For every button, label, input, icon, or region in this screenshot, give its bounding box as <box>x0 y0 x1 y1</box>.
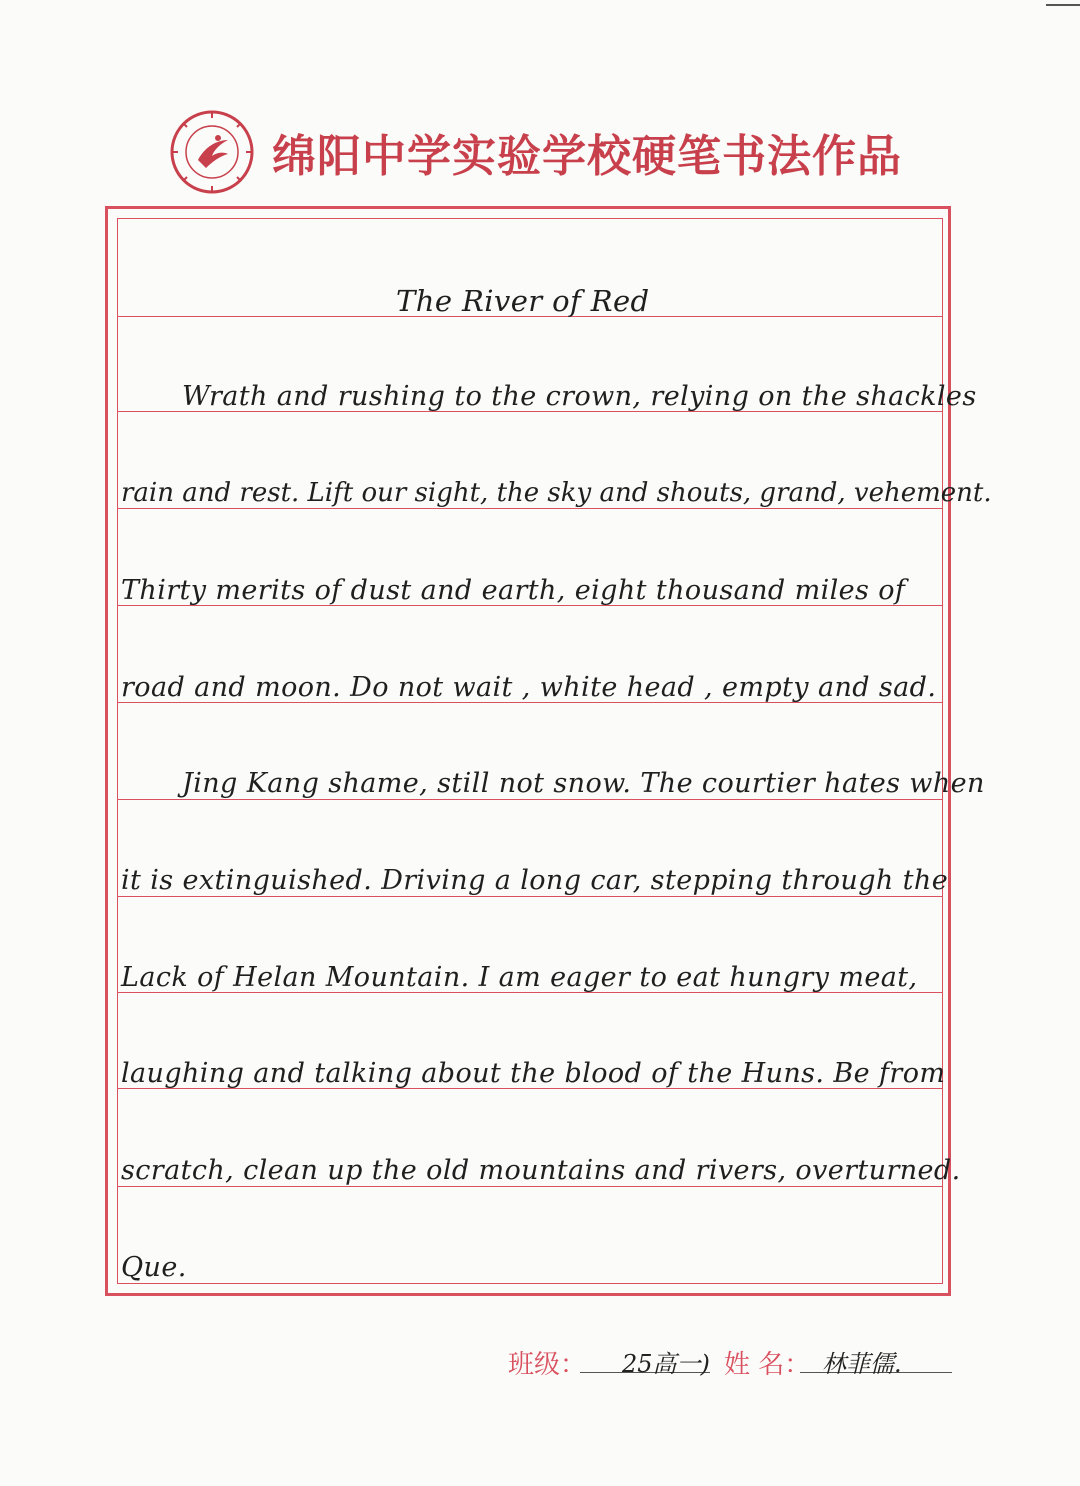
class-value: 25高一) <box>622 1350 710 1378</box>
handwritten-line: scratch, clean up the old mountains and rivers, overturned. <box>121 1155 961 1186</box>
handwritten-line: it is extinguished. Driving a long car, stepping through the <box>121 865 949 896</box>
ruled-line <box>117 896 943 897</box>
sheet-header <box>170 106 930 196</box>
handwritten-line: Jing Kang shame, still not snow. The courtier hates when <box>182 768 985 799</box>
ruled-line <box>117 799 943 800</box>
handwritten-line: Wrath and rushing to the crown, relying on the shackles <box>182 381 977 412</box>
school-seal-logo <box>170 110 254 194</box>
school-title: 绵阳中学实验学校硬笔书法作品 <box>272 131 902 182</box>
handwritten-line: Lack of Helan Mountain. I am eager to eat hungry meat, <box>121 962 918 993</box>
ruled-line <box>117 1186 943 1187</box>
handwritten-line: rain and rest. Lift our sight, the sky and shouts, grand, vehement. <box>121 478 992 508</box>
handwritten-line: Que. <box>121 1252 187 1283</box>
name-value: 林菲儒. <box>822 1350 902 1378</box>
work-title: The River of Red <box>396 284 650 318</box>
handwritten-line: road and moon. Do not wait , white head , empty and sad. <box>121 672 937 703</box>
writing-frame-inner <box>117 218 946 1284</box>
scan-edge-mark <box>1046 4 1080 6</box>
name-label: 姓 名： <box>724 1350 811 1380</box>
handwritten-line: laughing and talking about the blood of the Huns. Be from <box>121 1058 946 1089</box>
class-label: 班级： <box>508 1350 587 1380</box>
ruled-line <box>117 508 943 509</box>
handwritten-line: Thirty merits of dust and earth, eight thousand miles of <box>121 575 906 606</box>
